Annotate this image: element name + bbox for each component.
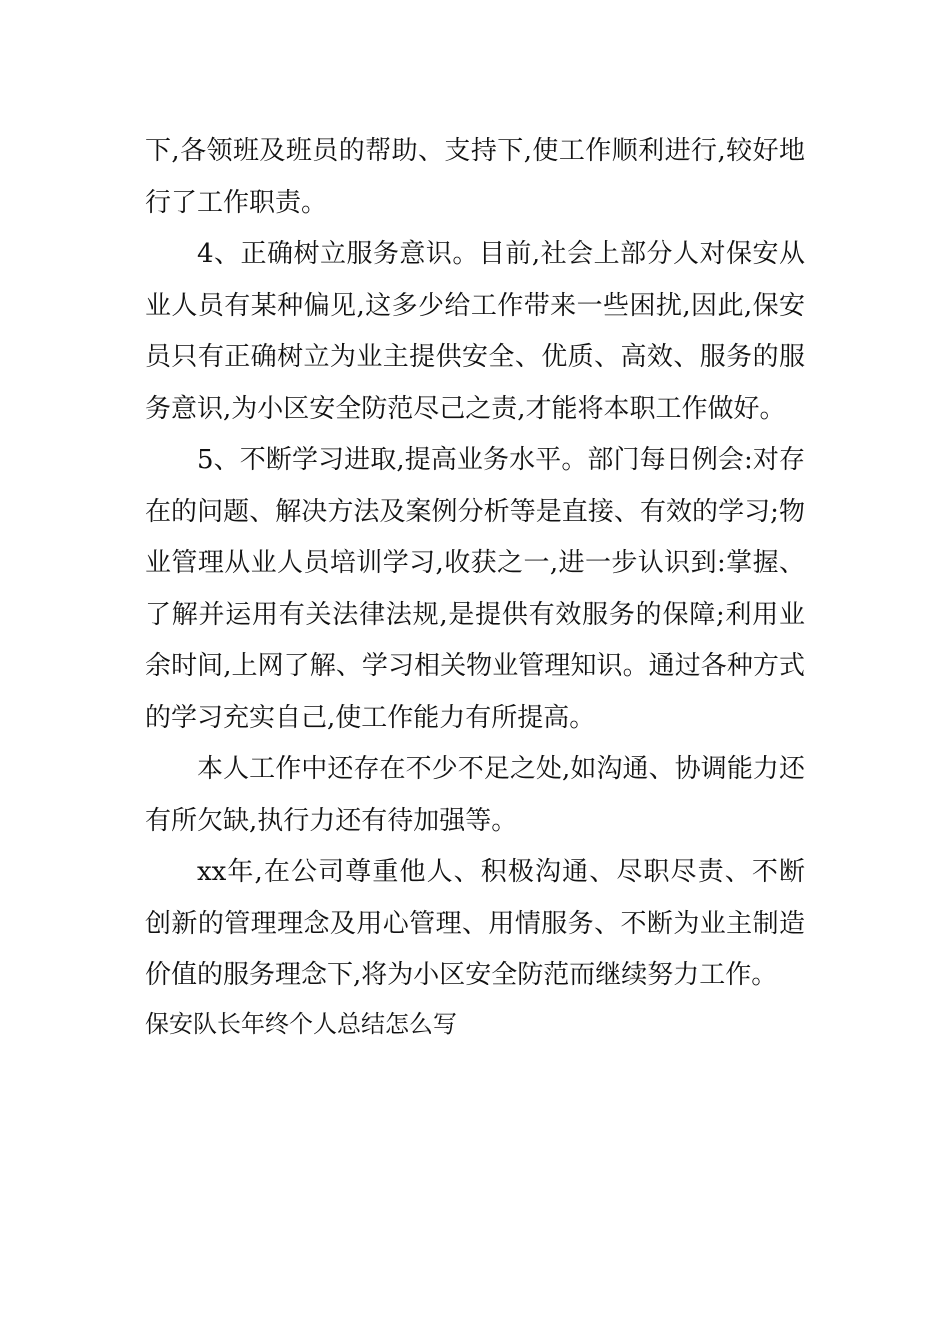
paragraph-outlook: xx年,在公司尊重他人、积极沟通、尽职尽责、不断创新的管理理念及用心管理、用情服务、不断为业主制造价值的服务理念下,将为小区安全防范而继续努力工作。 [145, 857, 805, 990]
paragraph-service-awareness: 4、正确树立服务意识。目前,社会上部分人对保安从业人员有某种偏见,这多少给工作带来一些困扰,因此,保安员只有正确树立为业主提供安全、优质、高效、服务的服务意识,为小区安全防范尽己之责,才能将本职工作做好。 [145, 239, 805, 424]
next-section-title: 保安队长年终个人总结怎么写 [145, 1009, 457, 1038]
paragraph-learning: 5、不断学习进取,提高业务水平。部门每日例会:对存在的问题、解决方法及案例分析等是直接、有效的学习;物业管理从业人员培训学习,收获之一,进一步认识到:掌握、了解并运用有关法律法规,是提供有效服务的保障;利用业余时间,上网了解、学习相关物业管理知识。通过各种方式的学习充实自己,使工作能力有所提高。 [145, 445, 805, 733]
paragraph-continuation: 下,各领班及班员的帮助、支持下,使工作顺利进行,较好地行了工作职责。 [145, 136, 805, 218]
paragraph-shortcomings: 本人工作中还存在不少不足之处,如沟通、协调能力还有所欠缺,执行力还有待加强等。 [145, 754, 805, 836]
document-body [145, 126, 805, 1046]
